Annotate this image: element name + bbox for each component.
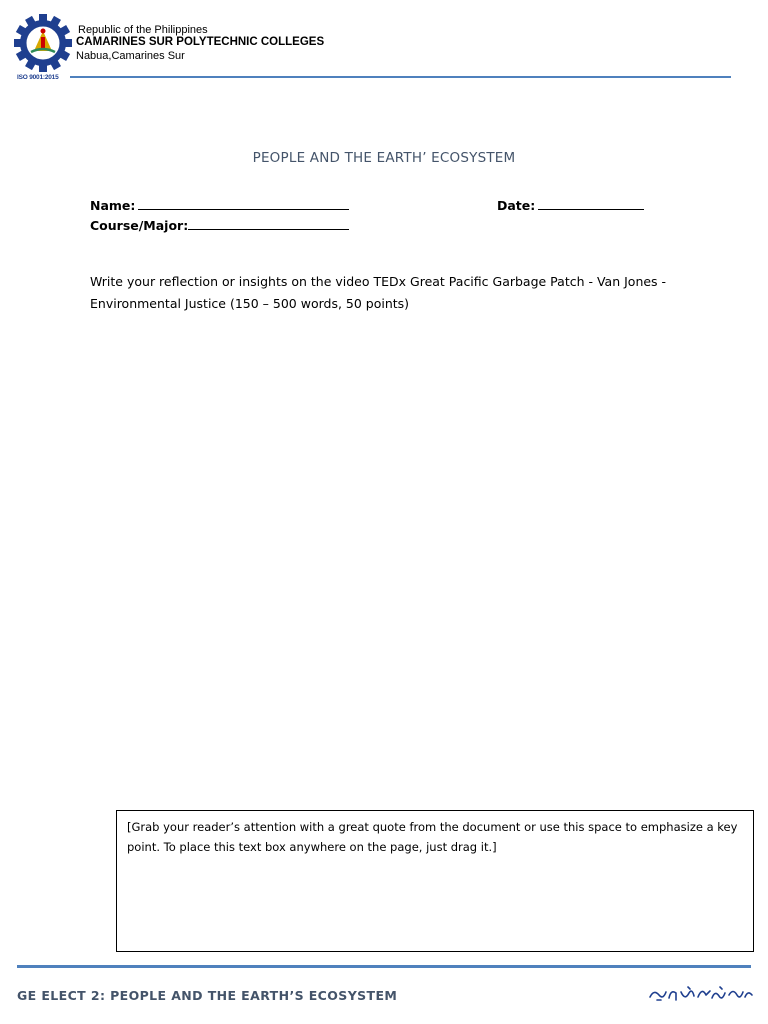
- header-institution: CAMARINES SUR POLYTECHNIC COLLEGES: [76, 36, 325, 48]
- instructions-text: Write your reflection or insights on the video TEDx Great Pacific Garbage Patch - Van Jones - Environmental Justice (150 – 500 words, 50 points): [90, 274, 667, 311]
- name-label: Name:: [90, 198, 136, 213]
- course-major-blank-line[interactable]: [188, 216, 349, 230]
- baybayin-script-icon: [648, 983, 756, 1005]
- quote-placeholder-text: [Grab your reader’s attention with a great quote from the document or use this space to emphasize a key point. To place this text box anywhere on the page, just drag it.]: [127, 820, 738, 854]
- date-blank-line[interactable]: [538, 196, 644, 210]
- course-major-field[interactable]: [90, 216, 349, 233]
- iso-badge: ISO 9001:2015: [17, 74, 59, 81]
- course-major-label: Course/Major:: [90, 218, 189, 233]
- header-divider: [70, 76, 731, 78]
- page-title: PEOPLE AND THE EARTH’ ECOSYSTEM: [252, 150, 516, 166]
- footer-course-title: GE ELECT 2: PEOPLE AND THE EARTH’S ECOSYSTEM: [17, 988, 398, 1003]
- name-blank-line[interactable]: [138, 196, 349, 210]
- footer-divider: [17, 965, 751, 968]
- date-field[interactable]: [497, 196, 644, 213]
- name-field[interactable]: [90, 196, 349, 213]
- quote-text-box[interactable]: [116, 810, 754, 952]
- date-label: Date:: [497, 198, 536, 213]
- header-country: Republic of the Philippines: [78, 24, 208, 36]
- header-location: Nabua,Camarines Sur: [76, 50, 185, 62]
